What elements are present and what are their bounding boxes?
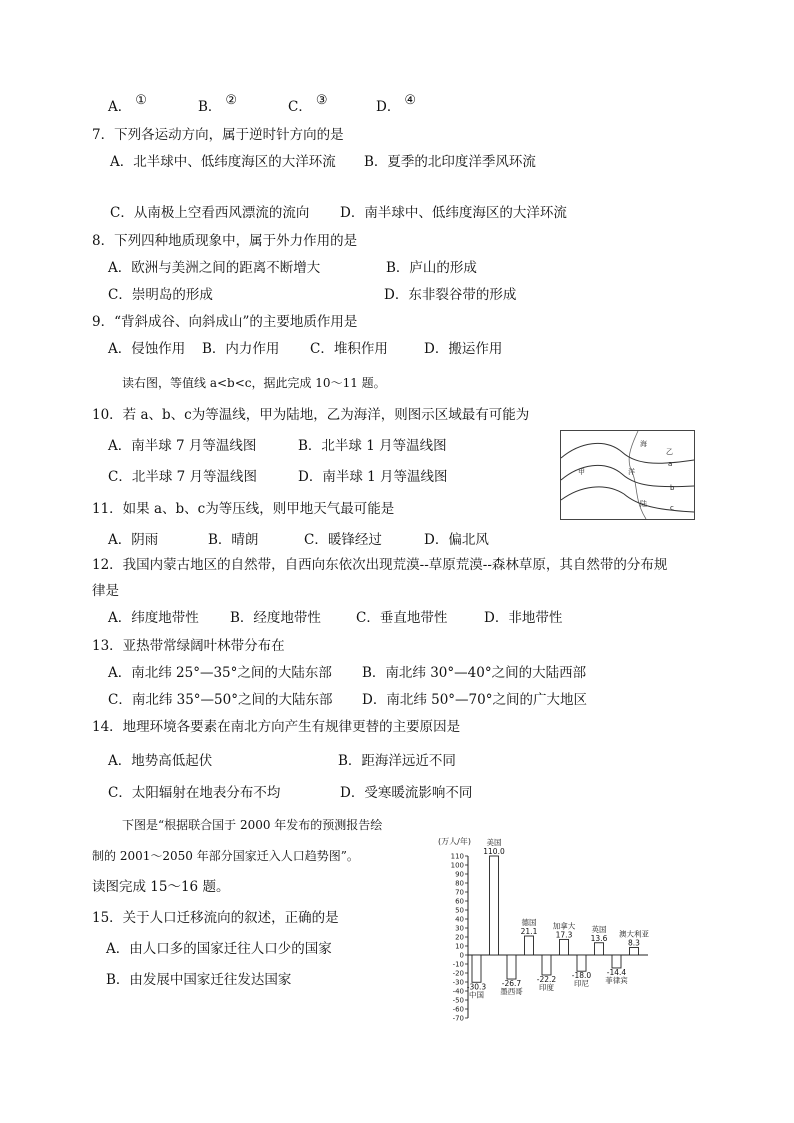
chart-y-tick-label: 10 (455, 942, 464, 951)
q9-option-c: C．堆积作用 (310, 341, 388, 357)
q7-option-d: D．南半球中、低纬度海区的大洋环流 (340, 205, 567, 221)
q7-option-c: C．从南极上空看西风漂流的流向 (110, 205, 310, 221)
chart-data-label: 21.1 (520, 927, 538, 937)
q8-option-c: C．崇明岛的形成 (108, 287, 213, 303)
q12-option-a: A．纬度地带性 (108, 610, 199, 626)
chart-y-tick-label: -30 (452, 978, 464, 987)
chart-y-tick-label: 80 (455, 879, 464, 888)
chart-data-label: -30.3 (466, 982, 487, 992)
isoline-map (560, 430, 695, 520)
q14-option-b: B．距海洋远近不同 (338, 753, 456, 769)
q7-option-b: B．夏季的北印度洋季风环流 (364, 154, 536, 170)
q12-option-b: B．经度地带性 (230, 610, 321, 626)
chart-category-label: 澳大利亚 (619, 929, 649, 939)
q14-option-c: C．太阳辐射在地表分布不均 (108, 785, 281, 801)
q9-option-a: A．侵蚀作用 (108, 341, 186, 357)
chart-y-tick-label: 100 (450, 861, 464, 870)
chart-y-tick-label: 60 (455, 897, 464, 906)
chart-data-label: -14.4 (606, 967, 627, 977)
q15-stem: 15．关于人口迁移流向的叙述，正确的是 (92, 910, 339, 926)
q6-option-c: C． ③ (288, 93, 328, 115)
intro-10-11: 读右图，等值线 a<b<c，据此完成 10～11 题。 (122, 376, 386, 390)
chart-bar (472, 955, 481, 982)
chart-data-label: 13.6 (590, 933, 608, 943)
chart-category-label: 印度 (539, 982, 554, 992)
map-label-jia: 甲 (578, 468, 585, 476)
q13-option-d: D．南北纬 50°—70°之间的广大地区 (362, 692, 587, 708)
q13-option-c: C．南北纬 35°—50°之间的大陆东部 (108, 692, 333, 708)
q10-option-d: D．南半球 1 月等温线图 (298, 469, 448, 485)
q12-option-c: C．垂直地带性 (356, 610, 448, 626)
chart-category-label: 德国 (521, 918, 537, 928)
map-label-ocean: 洋 (628, 468, 635, 476)
q10-stem: 10．若 a、b、c为等温线，甲为陆地，乙为海洋，则图示区域最有可能为 (92, 407, 530, 423)
chart-y-tick-label: 70 (455, 888, 464, 897)
chart-y-tick-label: -10 (452, 960, 464, 969)
q7-stem: 7．下列各运动方向，属于逆时针方向的是 (92, 127, 344, 143)
q8-option-d: D．东非裂谷带的形成 (384, 287, 517, 303)
chart-category-label: 加拿大 (552, 921, 576, 931)
migration-bar-chart (438, 834, 658, 1030)
q9-option-d: D．搬运作用 (424, 341, 503, 357)
chart-bar (542, 955, 551, 975)
map-label-a: a (668, 460, 673, 468)
q10-option-b: B．北半球 1 月等温线图 (298, 438, 447, 454)
chart-data-label: -18.0 (571, 971, 592, 981)
chart-bar (595, 943, 604, 955)
chart-bar (525, 936, 534, 955)
q13-stem: 13．亚热带常绿阔叶林带分布在 (92, 638, 285, 654)
chart-data-label: 8.3 (628, 938, 640, 948)
q14-stem: 14．地理环境各要素在南北方向产生有规律更替的主要原因是 (92, 719, 461, 735)
q8-option-b: B．庐山的形成 (386, 260, 477, 276)
chart-y-tick-label: -20 (452, 969, 464, 978)
q13-option-a: A．南北纬 25°—35°之间的大陆东部 (108, 665, 332, 681)
q11-stem: 11．如果 a、b、c为等压线，则甲地天气最可能是 (92, 501, 395, 517)
chart-y-tick-label: 30 (455, 924, 464, 933)
q12-stem-line2: 律是 (92, 583, 119, 599)
chart-y-tick-label: 50 (455, 906, 464, 915)
q14-option-a: A．地势高低起伏 (108, 753, 213, 769)
chart-data-label: -26.7 (501, 979, 522, 989)
intro-15-16-line1: 下图是“根据联合国于 2000 年发布的预测报告绘 (122, 818, 383, 832)
chart-category-label: 菲律宾 (605, 975, 628, 985)
chart-y-tick-label: 110 (450, 852, 464, 861)
chart-y-tick-label: -40 (452, 987, 464, 996)
chart-y-tick-label: 40 (455, 915, 464, 924)
chart-bar (577, 955, 586, 971)
q13-option-b: B．南北纬 30°—40°之间的大陆西部 (362, 665, 587, 681)
q8-option-a: A．欧洲与美洲之间的距离不断增大 (108, 260, 321, 276)
chart-y-tick-label: -70 (452, 1014, 464, 1023)
q6-option-a: A． ① (108, 93, 147, 115)
map-label-sea: 海 (640, 440, 647, 448)
chart-ylabel: (万人/年) (438, 837, 471, 846)
chart-category-label: 印尼 (574, 979, 589, 989)
q9-stem: 9．“背斜成谷、向斜成山”的主要地质作用是 (92, 314, 358, 330)
chart-bar (560, 939, 569, 955)
chart-category-label: 英国 (591, 924, 607, 934)
q15-option-b: B．由发展中国家迁往发达国家 (106, 972, 292, 988)
chart-bar (507, 955, 516, 979)
q11-option-b: B．晴朗 (208, 532, 259, 548)
map-label-b: b (670, 484, 675, 492)
chart-bar (612, 955, 621, 968)
q6-option-d: D． ④ (376, 93, 416, 115)
chart-data-label: -22.2 (536, 974, 557, 984)
map-label-yi: 乙 (666, 448, 673, 456)
chart-bar (490, 856, 499, 955)
chart-data-label: 110.0 (483, 847, 505, 856)
q7-option-a: A．北半球中、低纬度海区的大洋环流 (110, 154, 336, 170)
chart-category-label: 中国 (469, 990, 484, 1000)
chart-y-tick-label: -50 (452, 996, 464, 1005)
q10-option-a: A．南半球 7 月等温线图 (108, 438, 257, 454)
q9-option-b: B．内力作用 (202, 341, 280, 357)
chart-category-label: 墨西哥 (500, 987, 523, 997)
q8-stem: 8．下列四种地质现象中，属于外力作用的是 (92, 233, 358, 249)
q14-option-d: D．受寒暖流影响不同 (340, 785, 473, 801)
q11-option-c: C．暖锋经过 (304, 532, 382, 548)
intro-15-16-line3: 读图完成 15～16 题。 (92, 879, 230, 895)
chart-y-tick-label: -60 (452, 1005, 464, 1014)
q10-option-c: C．北半球 7 月等温线图 (108, 469, 258, 485)
map-label-c: c (670, 504, 674, 512)
chart-category-label: 美国 (486, 838, 502, 847)
chart-bar (630, 948, 639, 955)
chart-y-tick-label: 0 (459, 951, 464, 960)
q6-option-b: B． ② (198, 93, 238, 115)
q12-option-d: D．非地带性 (484, 610, 563, 626)
q12-stem-line1: 12．我国内蒙古地区的自然带，自西向东依次出现荒漠--草原荒漠--森林草原，其自然带的分布规 (92, 557, 668, 573)
q11-option-d: D．偏北风 (424, 532, 489, 548)
q11-option-a: A．阴雨 (108, 532, 159, 548)
map-label-land: 陆 (640, 500, 647, 508)
chart-y-tick-label: 90 (455, 870, 464, 879)
intro-15-16-line2: 制的 2001～2050 年部分国家迁入人口趋势图”。 (92, 849, 359, 863)
q15-option-a: A．由人口多的国家迁往人口少的国家 (106, 941, 332, 957)
chart-data-label: 17.3 (555, 930, 573, 940)
chart-y-tick-label: 20 (455, 933, 464, 942)
